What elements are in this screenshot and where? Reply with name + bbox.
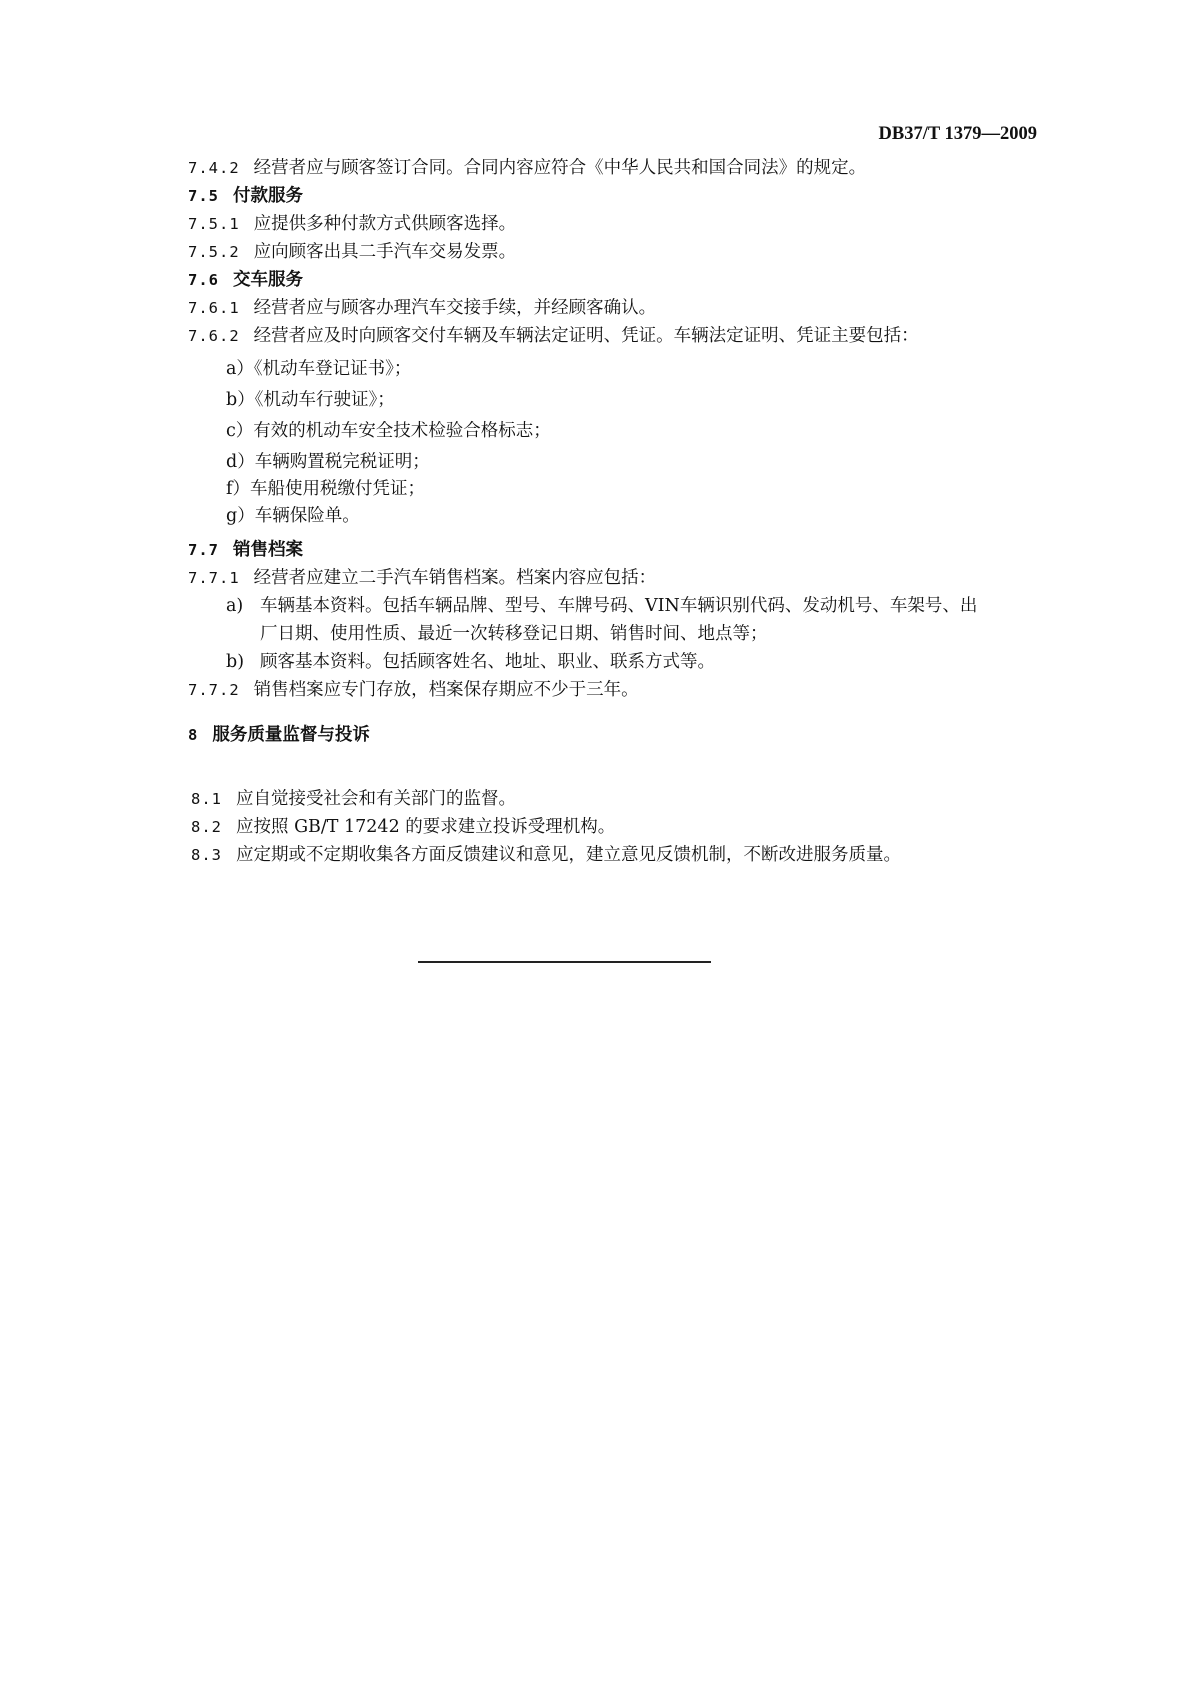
clause-7-6-2 <box>188 325 919 347</box>
clause-text: 应提供多种付款方式供顾客选择。 <box>253 214 517 234</box>
clause-number: 7.5 <box>188 187 219 205</box>
clause-7-7-1 <box>188 567 656 589</box>
clause-number: 7.7.2 <box>188 681 240 699</box>
heading-7-6 <box>188 269 303 291</box>
clause-7-5-1 <box>188 213 516 235</box>
clause-number: 7.6 <box>188 271 219 289</box>
list-item: g）车辆保险单。 <box>226 506 360 526</box>
clause-text: 经营者应与顾客办理汽车交接手续，并经顾客确认。 <box>253 298 657 318</box>
clause-text: 应定期或不定期收集各方面反馈建议和意见，建立意见反馈机制，不断改进服务质量。 <box>236 845 901 865</box>
list-item-text-continued: 厂日期、使用性质、最近一次转移登记日期、销售时间、地点等； <box>260 624 768 644</box>
clause-7-7-2 <box>188 679 639 701</box>
clause-text: 应向顾客出具二手汽车交易发票。 <box>253 242 517 262</box>
clause-text: 经营者应及时向顾客交付车辆及车辆法定证明、凭证。车辆法定证明、凭证主要包括： <box>253 326 919 346</box>
clause-number: 7.6.1 <box>188 299 240 317</box>
section-number: 8 <box>188 726 199 744</box>
list-item-label: a) <box>226 596 244 616</box>
section-8-title <box>188 724 370 746</box>
clause-text: 应按照 GB/T 17242 的要求建立投诉受理机构。 <box>236 817 616 837</box>
document-code-header: DB37/T 1379—2009 <box>878 124 1037 144</box>
clause-number: 7.7.1 <box>188 569 240 587</box>
list-item: a）《机动车登记证书》； <box>226 359 412 379</box>
clause-number: 8.2 <box>191 818 222 836</box>
heading-7-5 <box>188 185 303 207</box>
clause-text: 经营者应与顾客签订合同。合同内容应符合《中华人民共和国合同法》的规定。 <box>253 158 867 178</box>
clause-number: 7.6.2 <box>188 327 240 345</box>
clause-number: 8.1 <box>191 790 222 808</box>
list-item-text: 顾客基本资料。包括顾客姓名、地址、职业、联系方式等。 <box>260 652 715 672</box>
list-item: d）车辆购置税完税证明； <box>226 452 430 472</box>
list-item: f）车船使用税缴付凭证； <box>226 479 425 499</box>
list-item: c）有效的机动车安全技术检验合格标志； <box>226 421 551 441</box>
clause-8-1 <box>191 788 516 810</box>
end-of-document-rule <box>418 961 711 963</box>
clause-8-3 <box>191 844 901 866</box>
section-title-text: 服务质量监督与投诉 <box>212 725 370 745</box>
clause-8-2 <box>191 816 615 838</box>
list-item-label: b) <box>226 652 245 672</box>
list-item: b）《机动车行驶证》； <box>226 390 395 410</box>
clause-text: 应自觉接受社会和有关部门的监督。 <box>236 789 516 809</box>
clause-7-6-1 <box>188 297 656 319</box>
heading-7-7 <box>188 539 303 561</box>
clause-number: 8.3 <box>191 846 222 864</box>
clause-number: 7.4.2 <box>188 159 240 177</box>
heading-text: 付款服务 <box>233 186 303 206</box>
clause-7-4-2 <box>188 157 866 179</box>
clause-text: 经营者应建立二手汽车销售档案。档案内容应包括： <box>253 568 657 588</box>
list-item-text: 车辆基本资料。包括车辆品牌、型号、车牌号码、VIN车辆识别代码、发动机号、车架号、出 <box>260 596 978 616</box>
clause-number: 7.5.1 <box>188 215 240 233</box>
heading-text: 销售档案 <box>233 540 303 560</box>
clause-number: 7.5.2 <box>188 243 240 261</box>
clause-7-5-2 <box>188 241 516 263</box>
heading-text: 交车服务 <box>233 270 303 290</box>
clause-text: 销售档案应专门存放，档案保存期应不少于三年。 <box>253 680 639 700</box>
clause-number: 7.7 <box>188 541 219 559</box>
